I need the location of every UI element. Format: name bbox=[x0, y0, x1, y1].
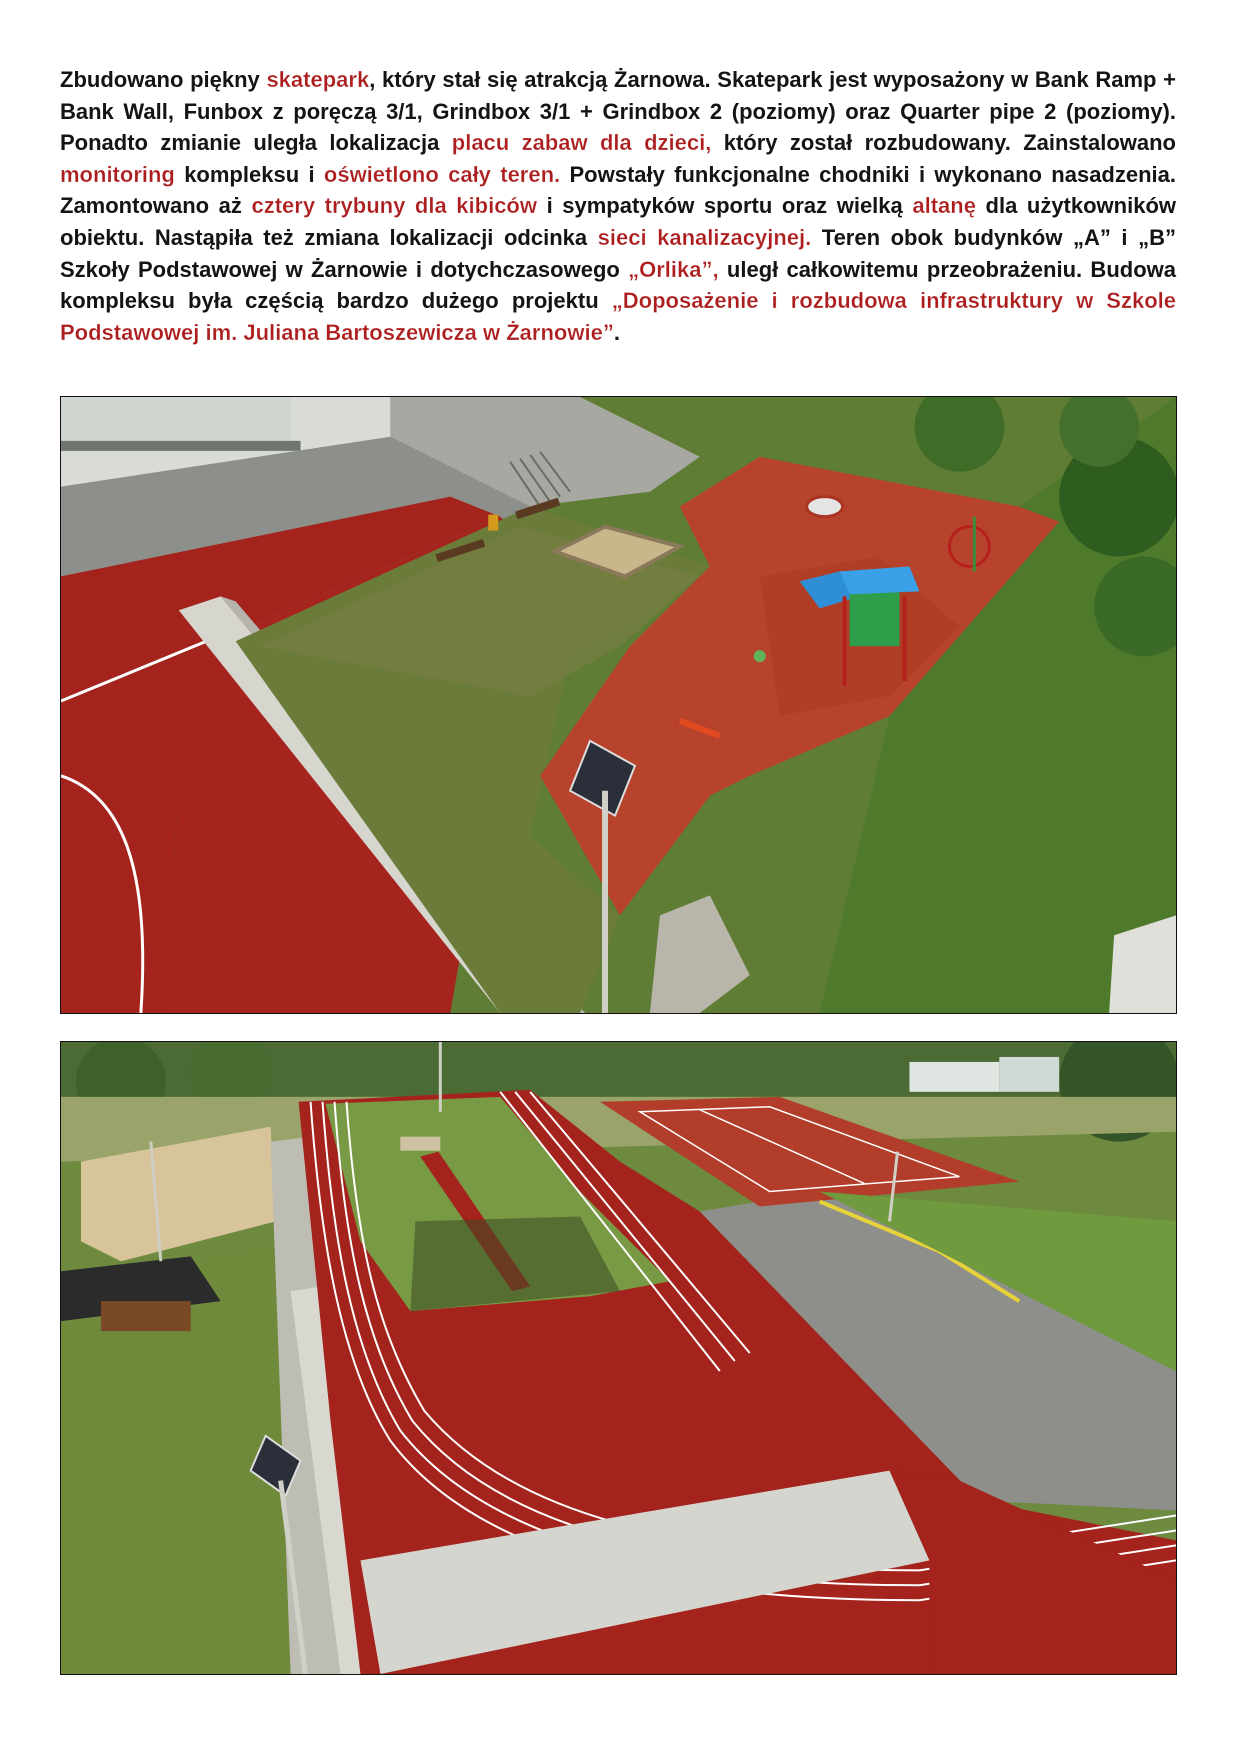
text-segment: kompleksu i bbox=[174, 161, 324, 187]
highlight-playground: placu zabaw dla dzieci, bbox=[451, 130, 712, 156]
highlight-gazebo: altanę bbox=[912, 193, 976, 219]
track-illustration bbox=[61, 1042, 1176, 1674]
text-segment: , który stał się atrakcją Żarnowa. Skatepark jest wyposażony w Bank Ramp + Bank Wall, Funbox z poręczą 3/1, Grindbox 3/1 + Grindbox 2 (poziomy) oraz Quarter pipe 2 (poziomy). Ponadto zmianie uległa lokalizacja bbox=[60, 67, 1176, 156]
aerial-photo-running-track bbox=[60, 1041, 1177, 1675]
text-segment: dla użytkowników obiektu. Nastąpiła też zmiana lokalizacji odcinka bbox=[60, 193, 1177, 250]
text-segment: Zbudowano piękny bbox=[60, 67, 267, 92]
text-segment: Powstały funkcjonalne chodniki i wykonano nasadzenia. Zamontowano aż bbox=[60, 161, 1176, 219]
highlight-project-title: „Doposażenie i rozbudowa infrastruktury w Szkole Podstawowej im. Juliana Bartoszewicza w Żarnowie” bbox=[60, 288, 1177, 345]
text-segment: i sympatyków sportu oraz wielką bbox=[536, 193, 913, 219]
article-paragraph bbox=[60, 64, 1176, 348]
highlight-skatepark: skatepark bbox=[266, 67, 370, 92]
highlight-stands: cztery trybuny dla kibiców bbox=[251, 193, 537, 219]
highlight-sewer: sieci kanalizacyjnej. bbox=[597, 224, 812, 250]
highlight-monitoring: monitoring bbox=[60, 161, 175, 187]
playground-illustration bbox=[61, 397, 1176, 1013]
highlight-orlik: „Orlika”, bbox=[628, 256, 719, 282]
text-segment: który został rozbudowany. Zainstalowano bbox=[711, 130, 1176, 156]
text-segment: Teren obok budynków „A” i „B” Szkoły Podstawowej w Żarnowie i dotychczasowego bbox=[60, 224, 1176, 282]
highlight-lighting: oświetlono cały teren. bbox=[323, 161, 561, 187]
text-segment: uległ całkowitemu przeobrażeniu. Budowa kompleksu była częścią bardzo dużego projektu bbox=[60, 256, 1176, 314]
aerial-photo-playground bbox=[60, 396, 1177, 1014]
text-segment: . bbox=[613, 319, 620, 345]
